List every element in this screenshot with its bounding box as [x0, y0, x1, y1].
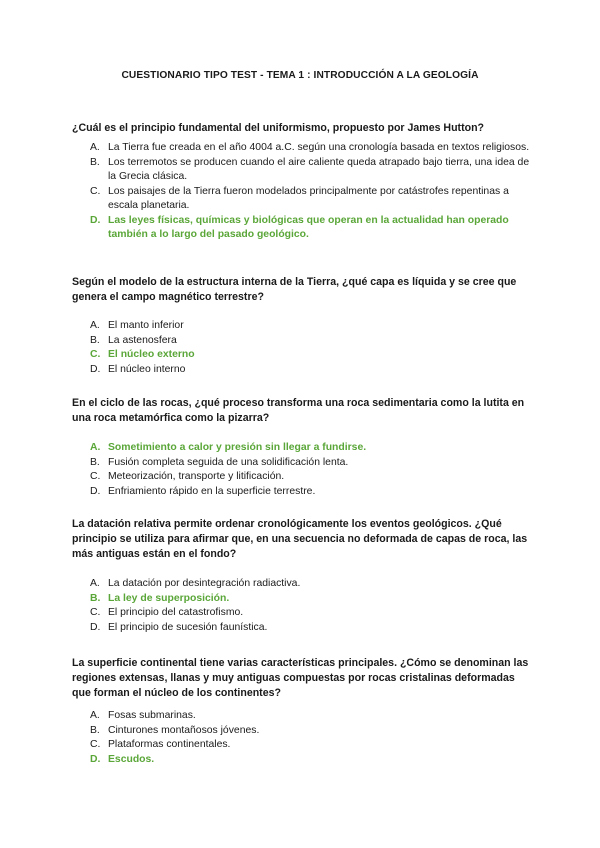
question-1	[72, 121, 534, 243]
option-letter: C.	[90, 607, 101, 618]
answer-options	[72, 577, 534, 635]
option-text: El manto inferior	[108, 320, 184, 331]
option-text: El núcleo externo	[108, 349, 195, 360]
option-letter: D.	[90, 485, 101, 497]
option-text: Las leyes físicas, químicas y biológicas que operan en la actualidad han operado también a lo largo del pasado geológico.	[108, 214, 509, 240]
answer-options	[72, 441, 534, 499]
option-d-correct	[72, 214, 534, 243]
option-c	[72, 470, 534, 485]
option-letter: D.	[90, 214, 101, 226]
option-c-correct	[72, 348, 534, 363]
option-letter: B.	[90, 456, 100, 468]
option-d	[72, 621, 534, 636]
option-letter: B.	[90, 334, 100, 346]
option-letter: C.	[90, 471, 101, 482]
option-b	[72, 334, 534, 349]
option-text: Plataformas continentales.	[108, 739, 231, 750]
question-text: ¿Cuál es el principio fundamental del uniformismo, propuesto por James Hutton?	[72, 122, 485, 134]
option-text: La ley de superposición.	[108, 592, 230, 604]
option-c	[72, 185, 534, 214]
option-d	[72, 485, 534, 500]
option-a	[72, 319, 534, 334]
option-a	[72, 709, 534, 724]
option-text: Enfriamiento rápido en la superficie terrestre.	[108, 485, 316, 497]
answer-options	[72, 319, 534, 377]
option-b	[72, 456, 534, 471]
page-title: CUESTIONARIO TIPO TEST - TEMA 1 : INTRODUCCIÓN A LA GEOLOGÍA	[121, 70, 479, 81]
option-letter: A.	[90, 578, 100, 589]
option-text: Cinturones montañosos jóvenes.	[108, 724, 260, 736]
option-letter: B.	[90, 156, 100, 168]
option-text: Sometimiento a calor y presión sin llegar a fundirse.	[108, 442, 367, 453]
option-letter: D.	[90, 621, 101, 633]
option-a	[72, 141, 534, 156]
option-text: El principio de sucesión faunística.	[108, 621, 268, 633]
option-b-correct	[72, 592, 534, 607]
option-letter: A.	[90, 320, 100, 331]
question-text: La datación relativa permite ordenar cronológicamente los eventos geológicos. ¿Qué principio se utiliza para afirmar que, en una secuencia no deformada de capas de roca, las más antiguas están en el fondo?	[72, 518, 528, 560]
option-letter: C.	[90, 185, 101, 197]
question-text: Según el modelo de la estructura interna de la Tierra, ¿qué capa es líquida y se cree que genera el campo magnético terrestre?	[72, 276, 517, 303]
option-d	[72, 363, 534, 378]
option-a	[72, 577, 534, 592]
option-text: Fusión completa seguida de una solidificación lenta.	[108, 456, 349, 468]
option-text: La datación por desintegración radiactiva.	[108, 578, 301, 589]
option-letter: B.	[90, 724, 100, 736]
option-c	[72, 606, 534, 621]
option-a-correct	[72, 441, 534, 456]
option-text: Meteorización, transporte y litificación.	[108, 471, 285, 482]
option-b	[72, 156, 534, 185]
option-letter: A.	[90, 710, 100, 721]
question-2	[72, 275, 534, 377]
option-letter: A.	[90, 142, 100, 153]
option-c	[72, 738, 534, 753]
option-d-correct	[72, 753, 534, 768]
option-letter: C.	[90, 739, 101, 750]
question-text: En el ciclo de las rocas, ¿qué proceso transforma una roca sedimentaria como la lutita en una roca metamórfica como la pizarra?	[72, 397, 525, 424]
option-text: La Tierra fue creada en el año 4004 a.C. según una cronología basada en textos religiosos.	[108, 142, 530, 153]
option-letter: B.	[90, 592, 101, 604]
option-letter: D.	[90, 753, 101, 765]
question-3	[72, 396, 534, 499]
question-4	[72, 517, 534, 635]
option-text: El núcleo interno	[108, 363, 186, 375]
option-text: La astenosfera	[108, 334, 177, 346]
option-text: El principio del catastrofismo.	[108, 607, 244, 618]
option-letter: C.	[90, 349, 101, 360]
question-text: La superficie continental tiene varias características principales. ¿Cómo se denominan las regiones extensas, llanas y muy antiguas compuestas por rocas cristalinas deformadas que forman el núcleo de los continentes?	[72, 657, 529, 699]
option-text: Los paisajes de la Tierra fueron modelados principalmente por catástrofes repentinas a escala planetaria.	[108, 185, 509, 211]
option-letter: D.	[90, 363, 101, 375]
option-text: Escudos.	[108, 753, 155, 765]
answer-options	[72, 141, 534, 243]
question-5	[72, 656, 534, 767]
option-letter: A.	[90, 442, 101, 453]
answer-options	[72, 709, 534, 767]
option-text: Fosas submarinas.	[108, 710, 196, 721]
option-text: Los terremotos se producen cuando el aire caliente queda atrapado bajo tierra, una idea de la Grecia clásica.	[108, 156, 530, 182]
option-b	[72, 724, 534, 739]
